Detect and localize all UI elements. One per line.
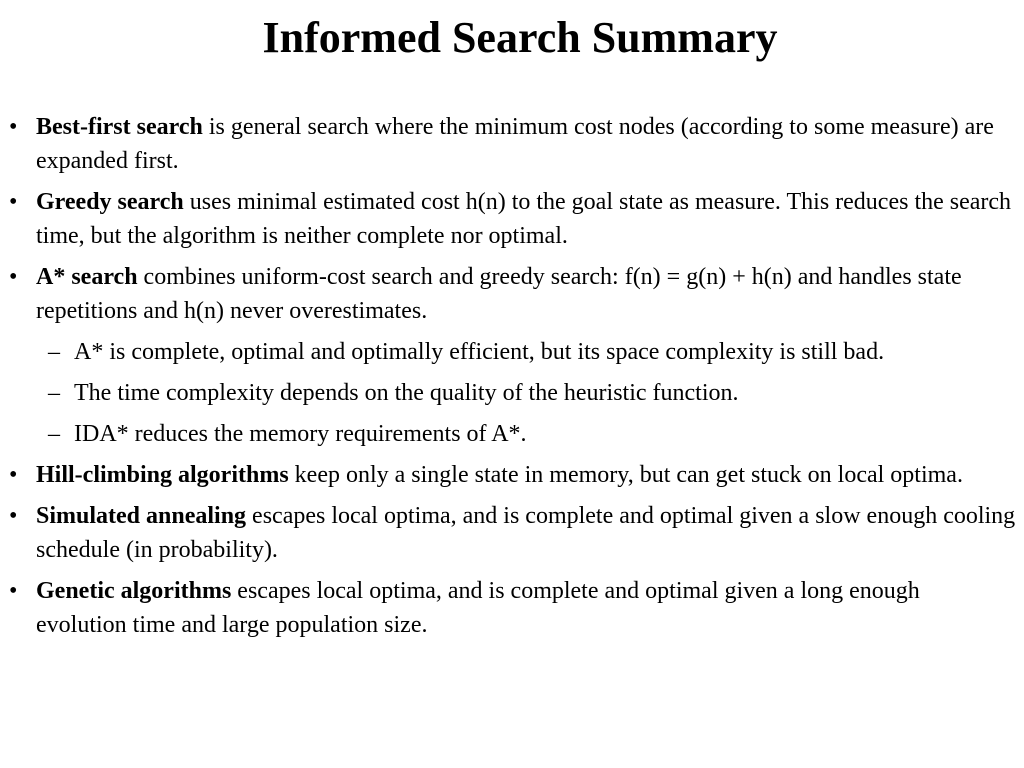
- bullet-simulated-annealing: [0, 499, 1016, 567]
- bullet-term: Simulated annealing: [36, 503, 247, 529]
- bullet-hill-climbing: [0, 458, 1016, 492]
- bullet-genetic-algorithms: [0, 574, 1016, 642]
- bullet-best-first-search: [0, 110, 1016, 178]
- subbullet-marker: –: [48, 380, 60, 406]
- bullet-text: combines uniform-cost search and greedy search: f(n) = g(n) + h(n) and handles state repetitions and h(n) never overestimates.: [36, 264, 962, 324]
- subbullet-marker: –: [48, 421, 60, 447]
- bullet-text: keep only a single state in memory, but can get stuck on local optima.: [288, 462, 963, 488]
- bullet-greedy-search: [0, 185, 1016, 253]
- bullet-term: Best-first search: [36, 114, 203, 140]
- subbullet-marker: –: [48, 339, 60, 365]
- bullet-marker: •: [9, 462, 18, 488]
- bullet-marker: •: [9, 503, 18, 529]
- subbullet-a-star-complete: [0, 335, 1004, 369]
- subbullet-text: A* is complete, optimal and optimally efficient, but its space complexity is still bad.: [74, 339, 885, 365]
- bullet-term: Greedy search: [36, 189, 184, 215]
- bullet-text: escapes local optima, and is complete and optimal given a slow enough cooling schedule (in probability).: [36, 503, 1016, 563]
- bullet-term: A* search: [36, 264, 138, 290]
- bullet-list: [0, 110, 1024, 649]
- bullet-marker: •: [9, 189, 18, 215]
- page-title: Informed Search Summary: [262, 13, 778, 62]
- bullet-text: escapes local optima, and is complete and optimal given a long enough evolution time and large population size.: [36, 578, 920, 638]
- subbullet-text: The time complexity depends on the quality of the heuristic function.: [74, 380, 739, 406]
- bullet-term: Genetic algorithms: [36, 578, 232, 604]
- subbullet-time-complexity: [0, 376, 1004, 410]
- bullet-marker: •: [9, 264, 18, 290]
- bullet-text: is general search where the minimum cost nodes (according to some measure) are expanded first.: [36, 114, 994, 174]
- bullet-term: Hill-climbing algorithms: [36, 462, 289, 488]
- bullet-marker: •: [9, 578, 18, 604]
- subbullet-ida-star: [0, 417, 1004, 451]
- subbullet-text: IDA* reduces the memory requirements of A*.: [74, 421, 527, 447]
- bullet-a-star-search: [0, 260, 1016, 328]
- bullet-text: uses minimal estimated cost h(n) to the goal state as measure. This reduces the search time, but the algorithm is neither complete nor optimal.: [36, 189, 1012, 249]
- bullet-marker: •: [9, 114, 18, 140]
